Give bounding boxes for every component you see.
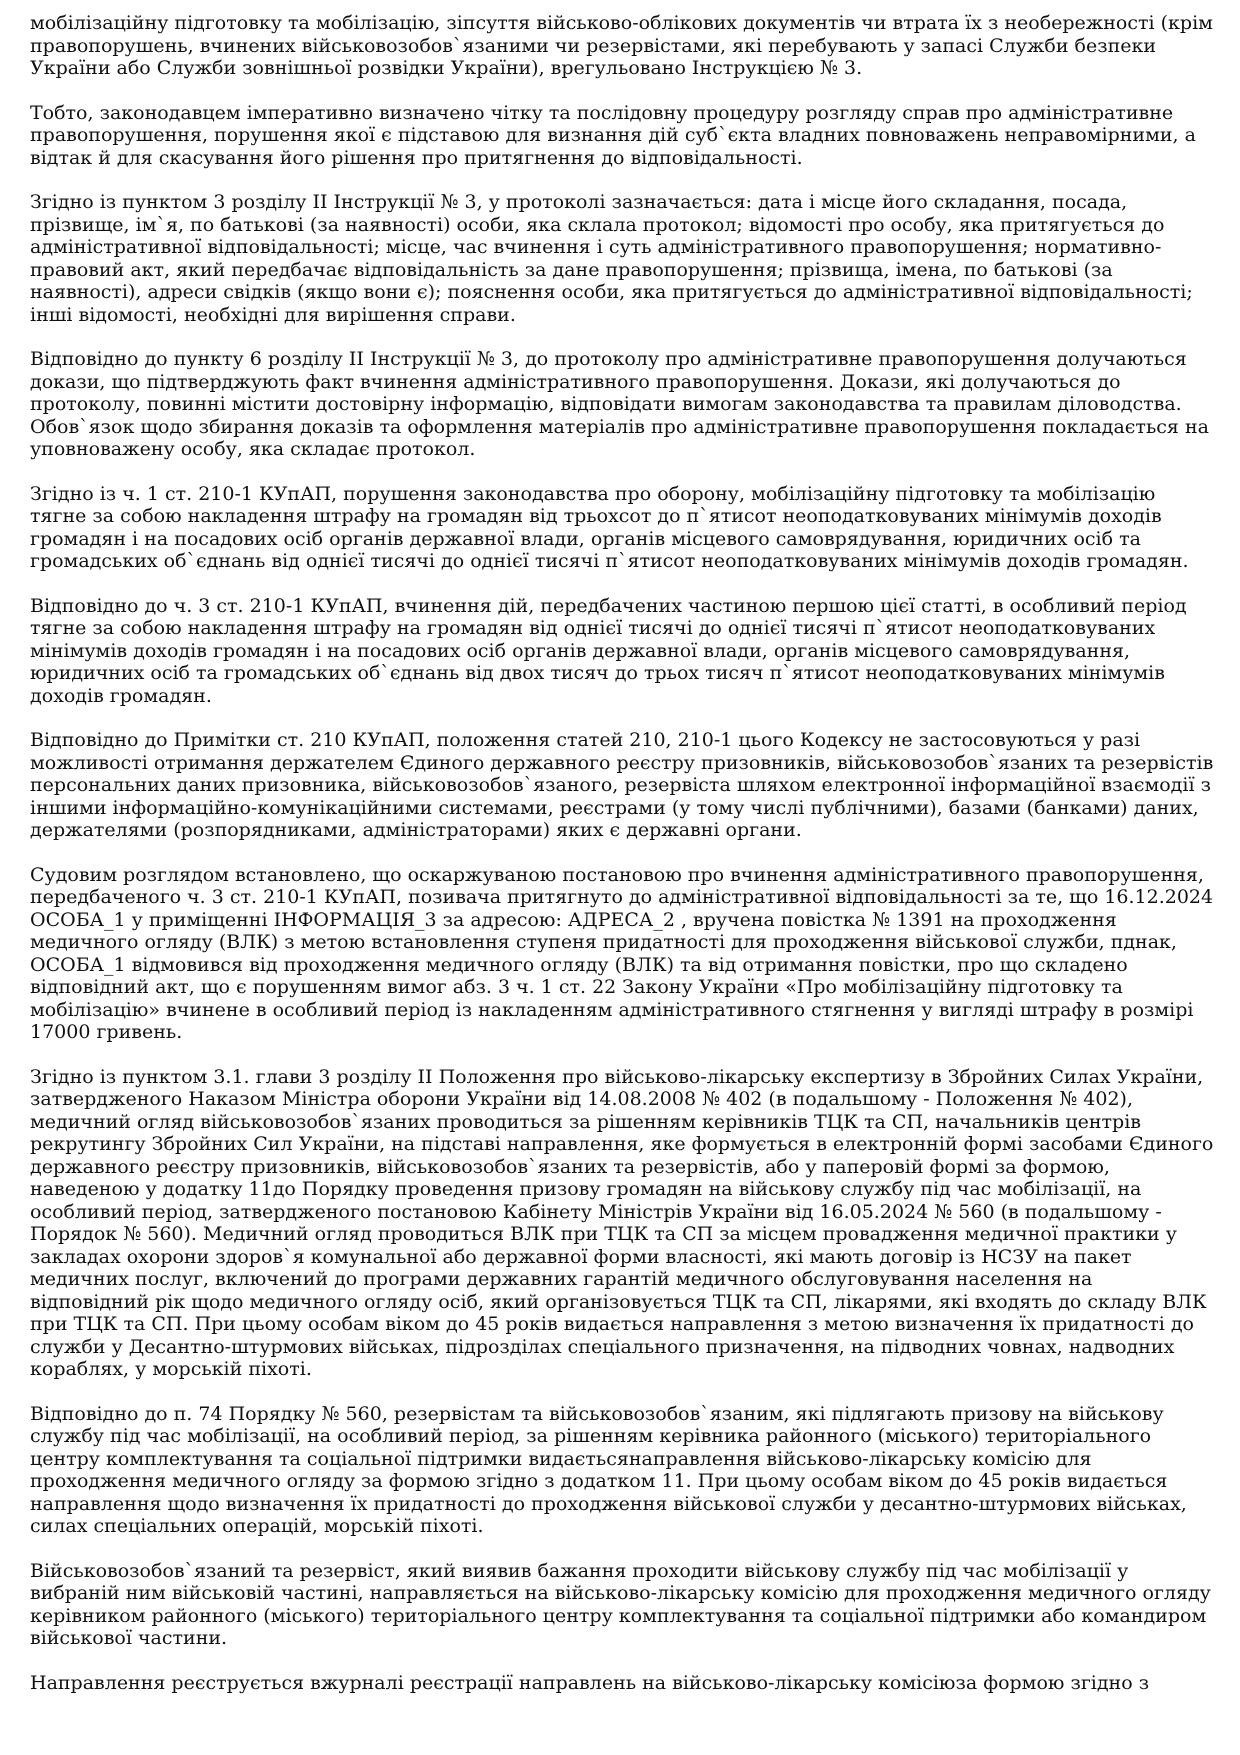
paragraph-6: Відповідно до ч. 3 ст. 210-1 КУпАП, вчинення дій, передбачених частиною першою цієї статті, в особливий період тягне за собою накладення штрафу на громадян від однієї тисячі до однієї тисячі п`ятисот неоподатковуваних мінімумів доходів громадян і на посадових осіб органів державної влади, органів місцевого самоврядування, юридичних осіб та громадських об`єднань від двох тисяч до трьох тисяч п`ятисот неоподатковуваних мінімумів доходів громадян. — [30, 594, 1187, 707]
paragraph-1: мобілізаційну підготовку та мобілізацію, зіпсуття військово-облікових документів чи втрата їх з необережності (крім правопорушень, вчинених військовозобов`язаними чи резервістами, які перебувають у запасі Служби безпеки України або Служби зовнішньої розвідки України), врегульовано Інструкцією № 3. — [30, 12, 1213, 79]
paragraph-7: Відповідно до Примітки ст. 210 КУпАП, положення статей 210, 210-1 цього Кодексу не застосовуються у разі можливості отримання держателем Єдиного державного реєстру призовників, військовозобов`язаних та резервістів персональних даних призовника, військовозобов`язаного, резервіста шляхом електронної інформаційної взаємодії з іншими інформаційно-комунікаційними системами, реєстрами (у тому числі публічними), базами (банками) даних, держателями (розпорядниками, адміністраторами) яких є державні органи. — [30, 729, 1214, 841]
paragraph-3: Згідно із пунктом 3 розділу ІІ Інструкції № 3, у протоколі зазначається: дата і місце його складання, посада, прізвище, ім`я, по батькові (за наявності) особи, яка склала протокол; відомості про особу, яка притягується до адміністративної відповідальності; місце, час вчинення і суть адміністративного правопорушення; нормативно-правовий акт, який передбачає відповідальність за дане правопорушення; прізвища, імена, по батькові (за наявності), адреси свідків (якщо вони є); пояснення особи, яка притягується до адміністративної відповідальності; інші відомості, необхідні для вирішення справи. — [30, 191, 1193, 326]
paragraph-2: Тобто, законодавцем імперативно визначено чітку та послідовну процедуру розгляду справ про адміністративне правопорушення, порушення якої є підставою для визнання дій суб`єкта владних повноважень неправомірними, а відтак й для скасування його рішення про притягнення до відповідальності. — [30, 101, 1196, 169]
paragraph-12: Направлення реєструється вжурналі реєстрації направлень на військово-лікарську комісіюза формою згідно з — [30, 1671, 1150, 1694]
paragraph-5: Згідно із ч. 1 ст. 210-1 КУпАП, порушення законодавства про оборону, мобілізаційну підготовку та мобілізацію тягне за собою накладення штрафу на громадян від трьохсот до п`ятисот неоподатковуваних мінімумів доходів громадян і на посадових осіб органів державної влади, органів місцевого самоврядування, юридичних осіб та громадських об`єднань від однієї тисячі до однієї тисячі п`ятисот неоподатковуваних мінімумів доходів громадян. — [30, 482, 1189, 572]
paragraph-4: Відповідно до пункту 6 розділу ІІ Інструкції № 3, до протоколу про адміністративне правопорушення долучаються докази, що підтверджують факт вчинення адміністративного правопорушення. Докази, які долучаються до протоколу, повинні містити достовірну інформацію, відповідати вимогам законодавства та правилам діловодства. Обов`язок щодо збирання доказів та оформлення матеріалів про адміністративне правопорушення покладається на уповноважену особу, яка складає протокол. — [30, 348, 1209, 460]
paragraph-9: Згідно із пунктом 3.1. глави 3 розділу ІІ Положення про військово-лікарську експертизу в Збройних Силах України, затвердженого Наказом Міністра оборони України від 14.08.2008 № 402 (в подальшому - Положення № 402), медичний огляд військовозобов`язаних проводиться за рішенням керівників ТЦК та СП, начальників центрів рекрутингу Збройних Сил України, на підставі направлення, яке формується в електронній формі засобами Єдиного державного реєстру призовників, військовозобов`язаних та резервістів, або у паперовій формі за формою, наведеною у додатку 11до Порядку проведення призову громадян на військову службу під час мобілізації, на особливий період, затвердженого постановою Кабінету Міністрів України від 16.05.2024 № 560 (в подальшому - Порядок № 560). Медичний огляд проводиться ВЛК при ТЦК та СП за місцем провадження медичної практики у закладах охорони здоров`я комунальної або державної форми власності, які мають договір із НСЗУ на пакет медичних послуг, включений до програми державних гарантій медичного обслуговування населення на відповідний рік щодо медичного огляду осіб, який організовується ТЦК та СП, лікарями, які входять до складу ВЛК при ТЦК та СП. При цьому особам віком до 45 років видається направлення з метою визначення їх придатності до служби у Десантно-штурмових військах, підрозділах спеціального призначення, на підводних човнах, надводних кораблях, у морській піхоті. — [30, 1065, 1214, 1380]
paragraph-8: Судовим розглядом встановлено, що оскаржуваною постановою про вчинення адміністративного правопорушення, передбаченого ч. 3 ст. 210-1 КУпАП, позивача притягнуто до адміністративної відповідальності за те, що 16.12.2024 ОСОБА_1 у приміщенні ІНФОРМАЦІЯ_3 за адресою: АДРЕСА_2 , вручена повістка № 1391 на проходження медичного огляду (ВЛК) з метою встановлення ступеня придатності для проходження військової служби, пднак, ОСОБА_1 відмовився від проходження медичного огляду (ВЛК) та від отримання повістки, про що складено відповідний акт, що є порушенням вимог абз. 3 ч. 1 ст. 22 Закону України «Про мобілізаційну підготовку та мобілізацію» вчинене в особливий період із накладенням адміністративного стягнення у вигляді штрафу в розмірі 17000 гривень. — [30, 863, 1214, 1043]
paragraph-11: Військовозобов`язаний та резервіст, який виявив бажання проходити військову службу під час мобілізації у вибраній ним військовій частині, направляється на військово-лікарську комісію для проходження медичного огляду керівником районного (міського) територіального центру комплектування та соціальної підтримки або командиром військової частини. — [30, 1559, 1211, 1649]
paragraph-10: Відповідно до п. 74 Порядку № 560, резервістам та військовозобов`язаним, які підлягають призову на військову службу під час мобілізації, на особливий період, за рішенням керівника районного (міського) територіального центру комплектування та соціальної підтримки видаєтьсянаправлення військово-лікарську комісію для проходження медичного огляду за формою згідно з додатком 11. При цьому особам віком до 45 років видається направлення щодо визначення їх придатності до проходження військової служби у десантно-штурмових військах, силах спеціальних операцій, морській піхоті. — [30, 1402, 1187, 1537]
